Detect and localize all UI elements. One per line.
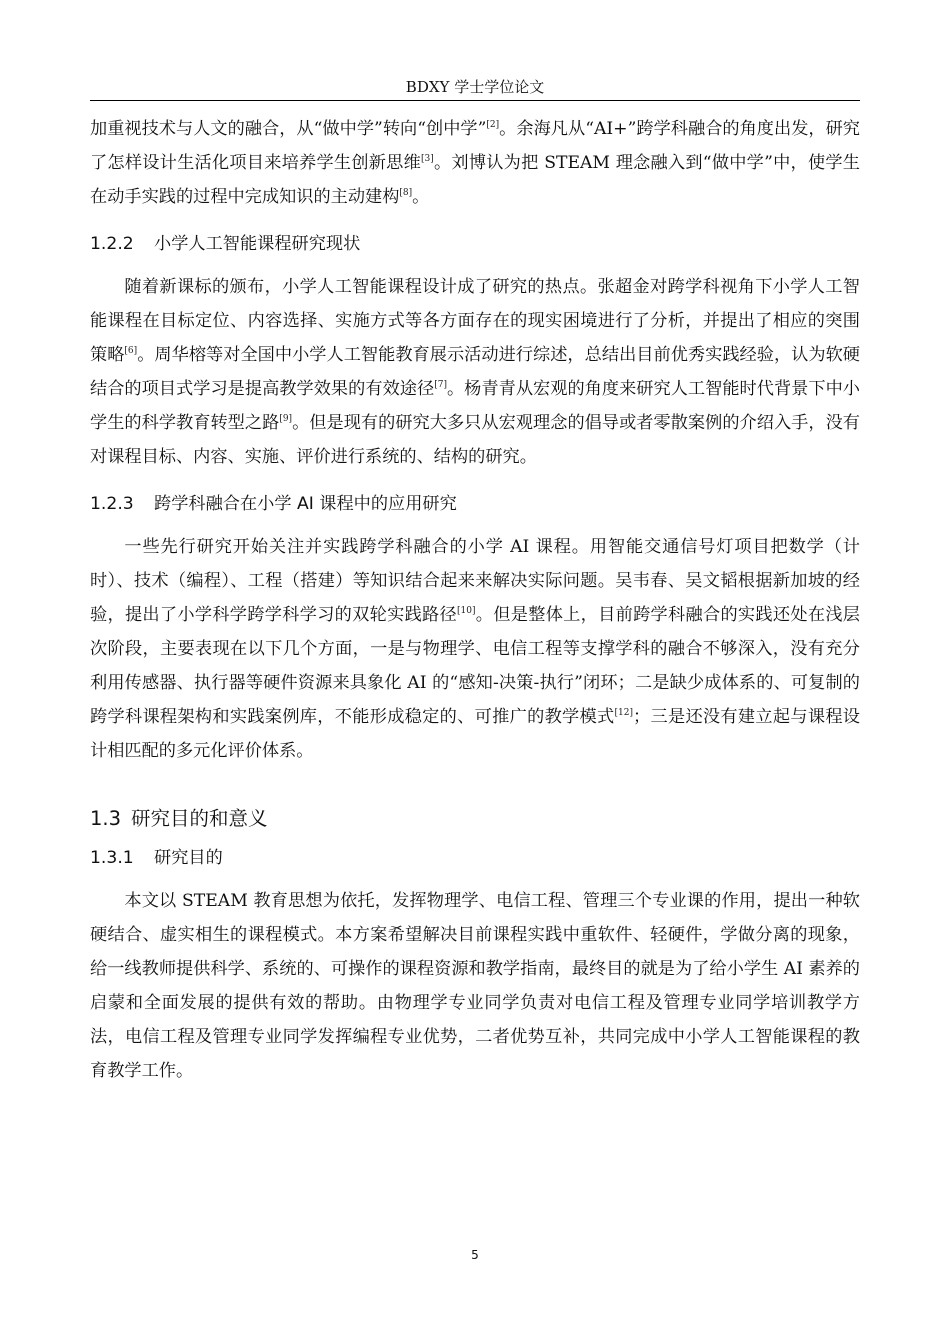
section-title: 小学人工智能课程研究现状 — [154, 234, 361, 254]
section-heading-1-2-3 — [90, 492, 860, 516]
citation-ref: [6] — [124, 346, 138, 356]
section-number: 1.3 — [90, 807, 122, 830]
text-run: 。余海凡从“AI+”跨学科融合的角度出发，研究了怎样设计生活化项目来培养学生创新思维 — [90, 119, 860, 173]
section-number: 1.2.3 — [90, 494, 134, 514]
text-run: 。但是整体上，目前跨学科融合的实践还处在浅层次阶段，主要表现在以下几个方面，一是与物理学、电信工程等支撑学科的融合不够深入，没有充分利用传感器、执行器等硬件资源来具象化 AI 的“感知-决策-执行”闭环；二是缺少成体系的、可复制的跨学科课程架构和实践案例库，不能形成稳定的、可推广的教学模式 — [90, 605, 860, 727]
text-run: 一些先行研究开始关注并实践跨学科融合的小学 AI 课程。用智能交通信号灯项目把数学（计时）、技术（编程）、工程（搭建）等知识结合起来来解决实际问题。吴韦春、吴文韬根据新加坡的经验，提出了小学科学跨学科学习的双轮实践路径 — [90, 537, 860, 625]
section-title: 研究目的和意义 — [131, 807, 268, 830]
running-header: BDXY 学士学位论文 — [405, 78, 545, 96]
section-heading-1-2-2 — [90, 232, 860, 256]
section-heading-1-3-1 — [90, 846, 860, 870]
citation-ref: [7] — [434, 380, 447, 390]
section-number: 1.3.1 — [90, 848, 134, 868]
text-run: 。杨青青从宏观的角度来研究人工智能时代背景下中小学生的科学教育转型之路 — [90, 379, 860, 433]
body-text — [90, 112, 860, 1088]
citation-ref: [8] — [399, 188, 413, 198]
text-run: 。但是现有的研究大多只从宏观理念的倡导或者零散案例的介绍入手，没有对课程目标、内容、实施、评价进行系统的、结构的研究。 — [90, 413, 860, 467]
section-heading-1-3 — [90, 806, 860, 832]
text-run: 。周华榕等对全国中小学人工智能教育展示活动进行综述，总结出目前优秀实践经验，认为软硬结合的项目式学习是提高教学效果的有效途径 — [90, 345, 860, 399]
paragraph — [90, 270, 860, 474]
citation-ref: [10] — [457, 606, 476, 616]
section-title: 跨学科融合在小学 AI 课程中的应用研究 — [154, 494, 457, 514]
section-title: 研究目的 — [154, 848, 223, 868]
text-run: 。刘博认为把 STEAM 理念融入到“做中学”中，使学生在动手实践的过程中完成知识的主动建构 — [90, 153, 860, 207]
text-run: 随着新课标的颁布，小学人工智能课程设计成了研究的热点。张超金对跨学科视角下小学人工智能课程在目标定位、内容选择、实施方式等各方面存在的现实困境进行了分析，并提出了相应的突围策略 — [90, 277, 860, 365]
section-number: 1.2.2 — [90, 234, 134, 254]
text-run: 。 — [412, 187, 430, 207]
paragraph — [90, 530, 860, 768]
citation-ref: [2] — [486, 120, 500, 130]
text-run: 加重视技术与人文的融合，从“做中学”转向“创中学” — [90, 119, 487, 139]
citation-ref: [9] — [279, 414, 293, 424]
paragraph-continued — [90, 112, 860, 214]
text-run: 本文以 STEAM 教育思想为依托，发挥物理学、电信工程、管理三个专业课的作用，提出一种软硬结合、虚实相生的课程模式。本方案希望解决目前课程实践中重软件、轻硬件，学做分离的现象，给一线教师提供科学、系统的、可操作的课程资源和教学指南，最终目的就是为了给小学生 AI 素养的启蒙和全面发展的提供有效的帮助。由物理学专业同学负责对电信工程及管理专业同学培训教学方法，电信工程及管理专业同学发挥编程专业优势，二者优势互补，共同完成中小学人工智能课程的教育教学工作。 — [90, 891, 860, 1081]
header-rule — [90, 100, 860, 101]
page-number: 5 — [471, 1248, 479, 1262]
paragraph — [90, 884, 860, 1088]
text-run: ；三是还没有建立起与课程设计相匹配的多元化评价体系。 — [90, 707, 860, 761]
citation-ref: [12] — [614, 708, 633, 718]
citation-ref: [3] — [421, 154, 434, 164]
